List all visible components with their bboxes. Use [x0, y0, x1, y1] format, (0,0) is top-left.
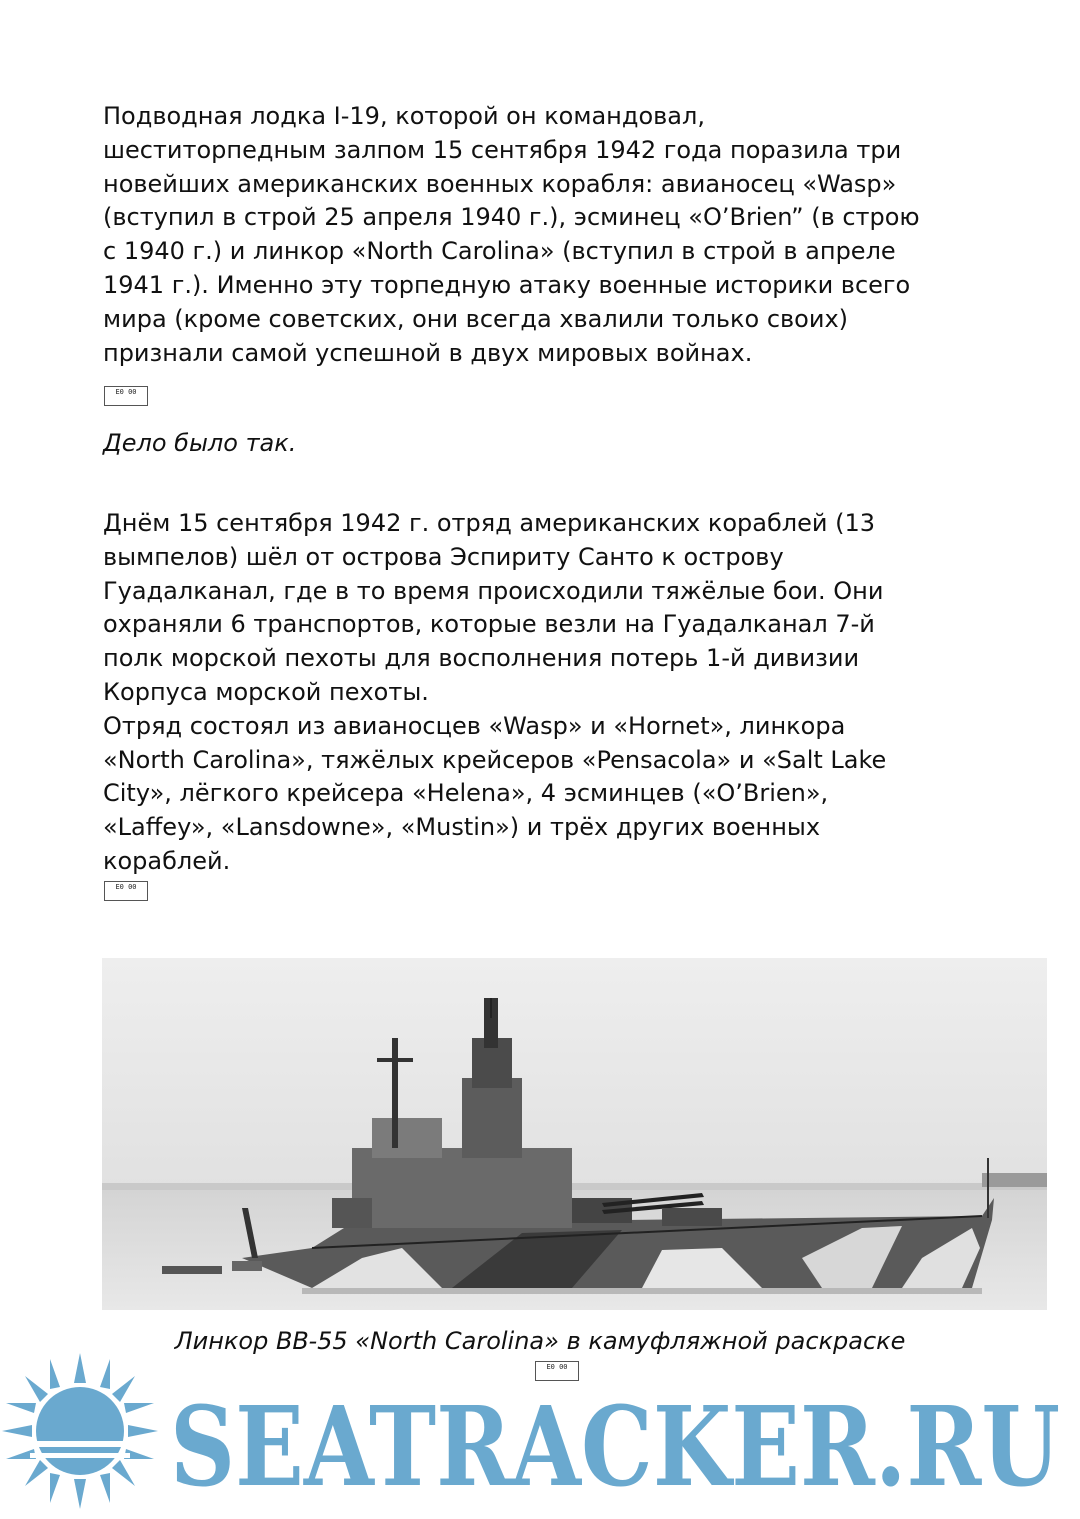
missing-glyph-placeholder: E0 00: [104, 881, 148, 901]
battleship-photo: [102, 958, 1047, 1310]
paragraph-task-force: Днём 15 сентября 1942 г. отряд американских кораблей (13 вымпелов) шёл от острова Эспириту Санто к острову Гуадалканал, где в то время происходили тяжёлые бои. Они охраняли 6 транспортов, которые везли на Гуадалканал 7-й полк морской пехоты для восполнения потерь 1-й дивизии Корпуса морской пехоты. Отряд состоял из авианосцев «Wasp» и «Hornet», линкора «North Carolina», тяжёлых крейсеров «Pensacola» и «Salt Lake City», лёгкого крейсера «Helena», 4 эсминцев («O’Brien», «Laffey», «Lansdowne», «Mustin») и трёх других военных кораблей.: [103, 509, 887, 875]
paragraph-submarine-attack: Подводная лодка I-19, которой он командовал, шеститорпедным залпом 15 сентября 1942 года поразила три новейших американских военных корабля: авианосец «Wasp» (вступил в строй 25 апреля 1940 г.), эсминец «O’Brien” (в строю с 1940 г.) и линкор «North Carolina» (вступил в строй в апреле 1941 г.). Именно эту торпедную атаку военные историки всего мира (кроме советских, они всегда хвалили только своих) признали самой успешной в двух мировых войнах.: [103, 102, 920, 367]
missing-glyph-placeholder: E0 00: [535, 1361, 579, 1381]
sun-logo-icon: [2, 1353, 158, 1509]
watermark-text: SEATRACKER.RU: [170, 1382, 1060, 1511]
photo-caption: Линкор BB-55 «North Carolina» в камуфляжной раскраске: [174, 1327, 906, 1355]
seatracker-watermark: [0, 1353, 1080, 1515]
missing-glyph-placeholder: E0 00: [104, 386, 148, 406]
paragraph-intro: Дело было так.: [103, 429, 297, 457]
